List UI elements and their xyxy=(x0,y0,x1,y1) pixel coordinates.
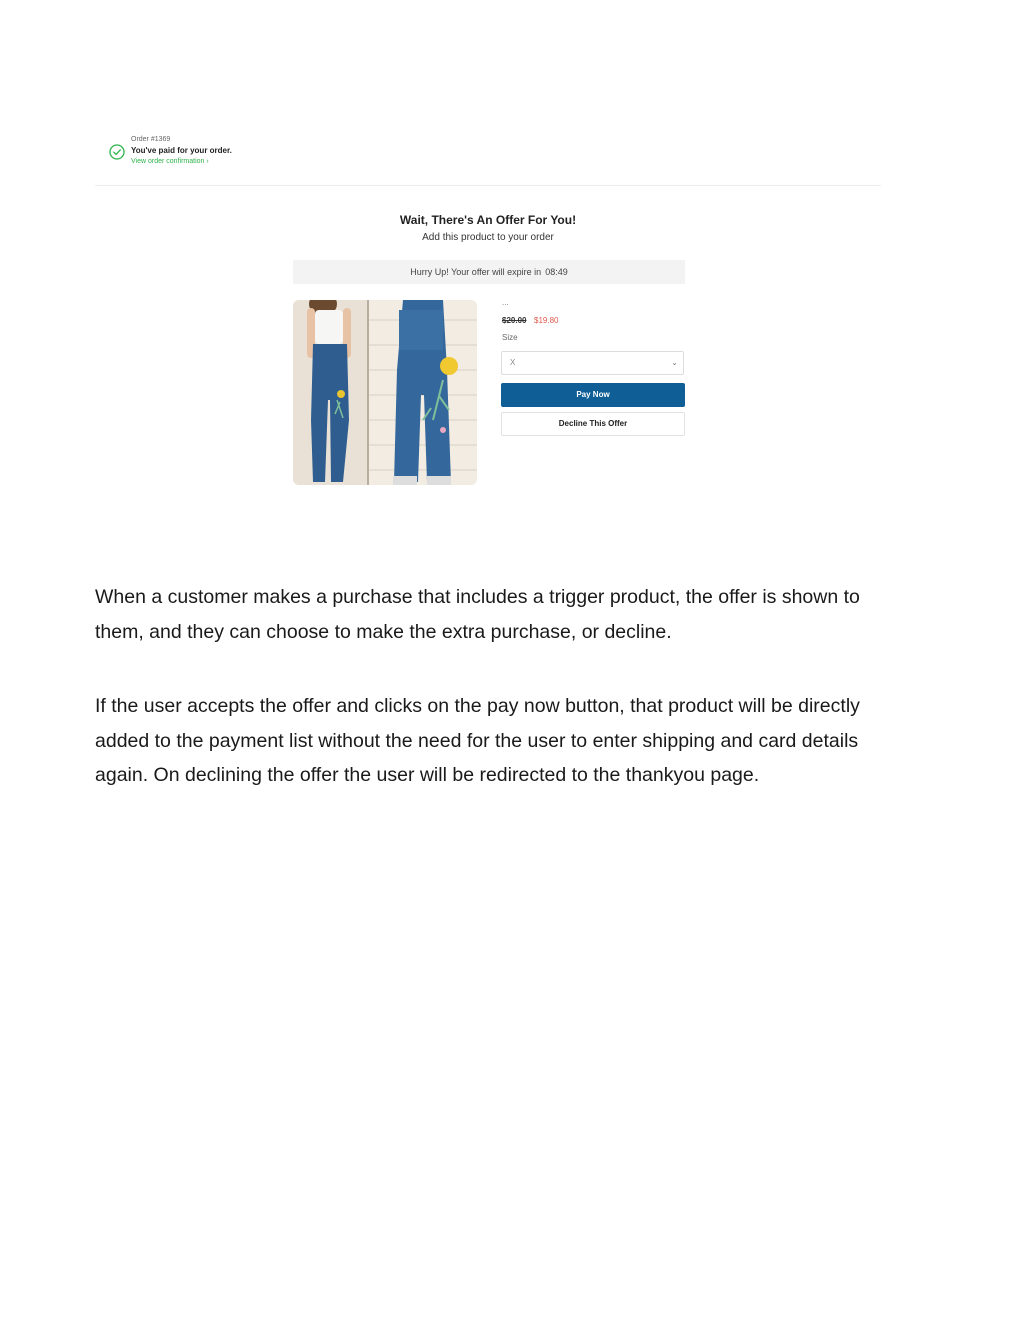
upsell-screenshot xyxy=(95,118,881,532)
order-status: You've paid for your order. xyxy=(131,146,232,155)
order-number: Order #1369 xyxy=(131,136,171,143)
check-circle-icon xyxy=(109,144,125,160)
timer-value: 08:49 xyxy=(545,267,568,277)
size-label: Size xyxy=(502,333,518,342)
product-name: ... xyxy=(502,298,509,307)
view-order-link[interactable]: View order confirmation › xyxy=(131,158,209,165)
size-select-value: X xyxy=(510,358,516,367)
offer-subtitle: Add this product to your order xyxy=(422,232,554,243)
chevron-down-icon: ⌄ xyxy=(671,358,678,367)
paragraph-1: When a customer makes a purchase that includes a trigger product, the offer is shown to them, and they can choose to make the extra purchase, or decline. xyxy=(95,586,860,643)
pay-now-button[interactable]: Pay Now xyxy=(501,383,685,407)
sale-price: $19.80 xyxy=(534,316,559,325)
offer-title: Wait, There's An Offer For You! xyxy=(399,213,577,227)
size-select[interactable] xyxy=(501,351,684,375)
product-image xyxy=(293,300,477,485)
original-price: $20.00 xyxy=(502,316,527,325)
divider xyxy=(95,185,881,186)
timer-text: Hurry Up! Your offer will expire in xyxy=(410,267,542,277)
decline-offer-button[interactable]: Decline This Offer xyxy=(501,412,685,436)
paragraph-2: If the user accepts the offer and clicks on the pay now button, that product will be directly added to the payment list without the need for the user to enter shipping and card details again. On declining the offer the user will be redirected to the thankyou page. xyxy=(95,695,860,787)
offer-timer xyxy=(293,260,685,284)
